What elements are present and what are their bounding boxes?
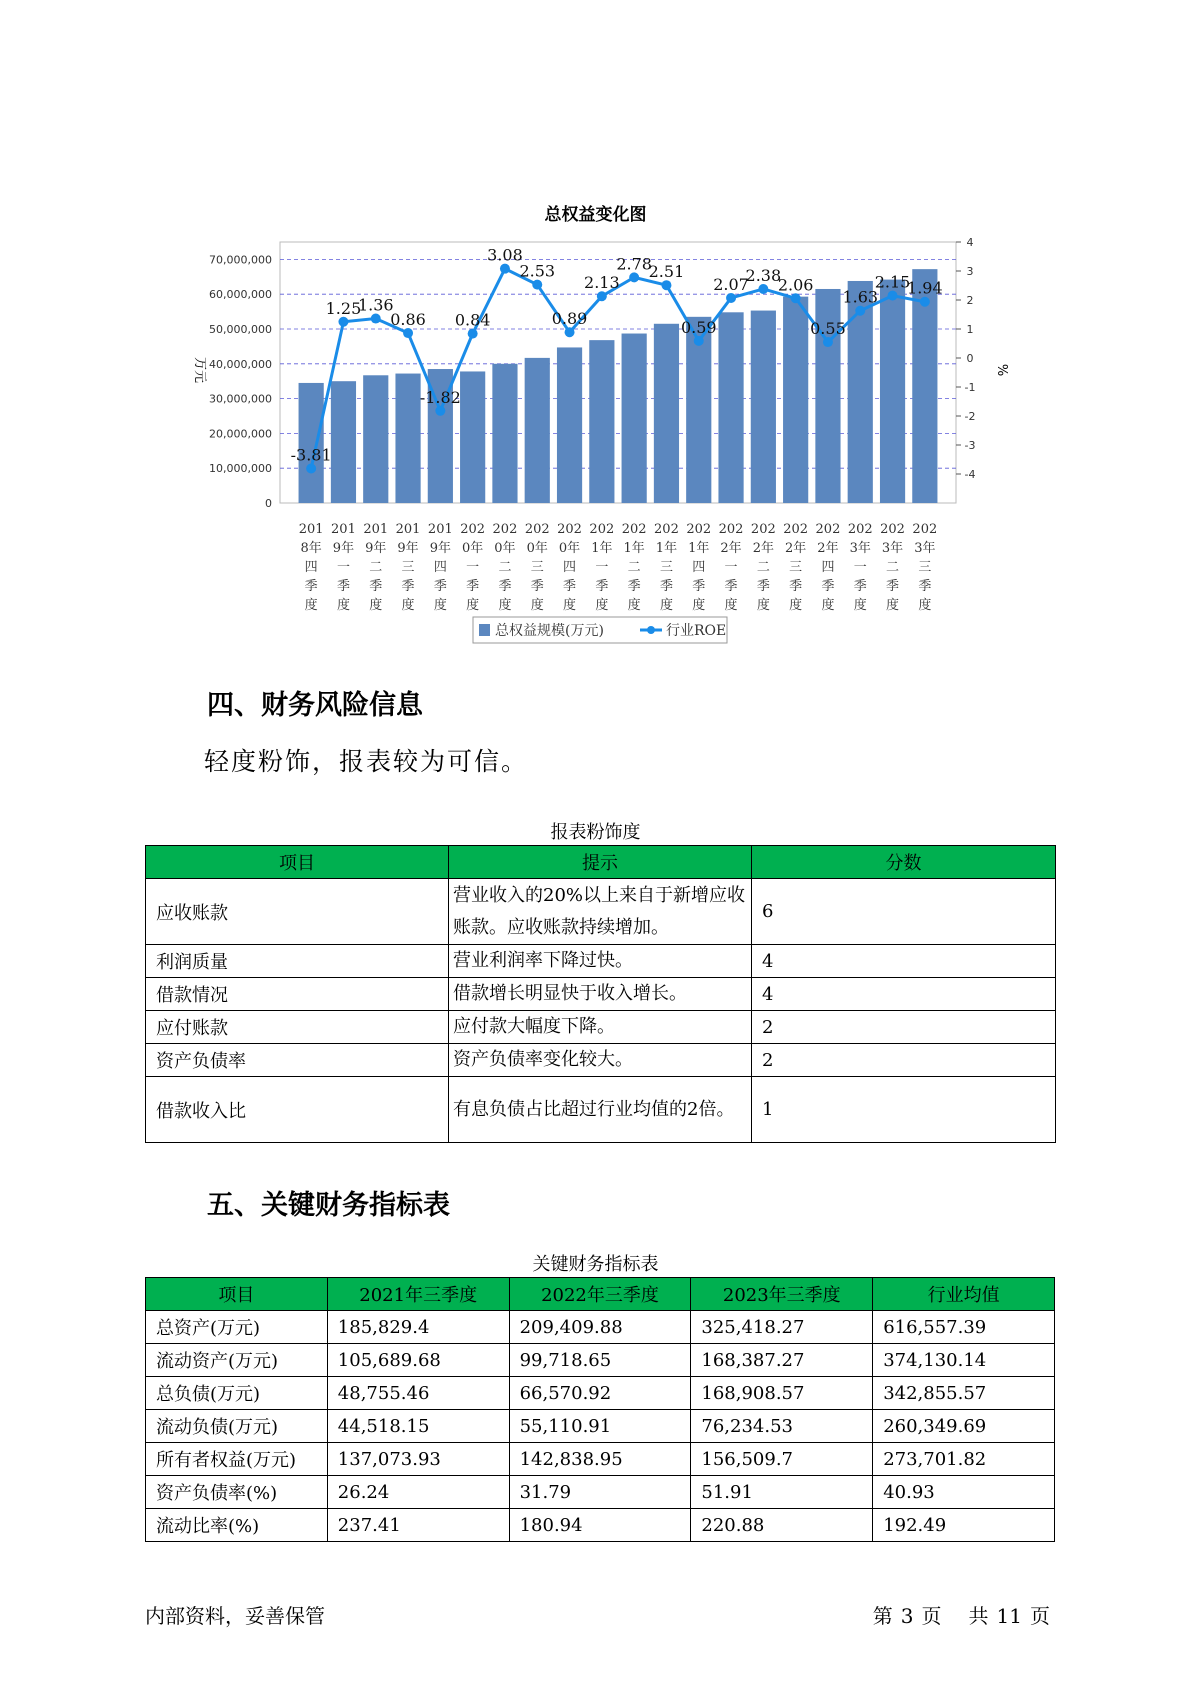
bar [492, 364, 517, 503]
x-tick-label: 三 [918, 560, 932, 575]
x-tick-label: 一 [724, 560, 738, 575]
cell: 168,387.27 [691, 1344, 873, 1377]
x-tick-label: 202 [718, 522, 744, 537]
total-prefix: 共 [968, 1604, 989, 1628]
x-tick-label: 三 [789, 560, 803, 575]
roe-point [823, 337, 833, 347]
cell: 374,130.14 [873, 1344, 1055, 1377]
x-tick-label: 季 [724, 579, 738, 594]
x-tick-label: 季 [692, 579, 706, 594]
table-row [146, 1077, 1056, 1143]
cell: 总资产(万元) [146, 1311, 328, 1344]
bar [557, 347, 582, 503]
cell: 资产负债率(%) [146, 1476, 328, 1509]
x-tick-label: 1年 [688, 541, 710, 556]
y-left-tick-label: 0 [265, 497, 272, 510]
x-tick-label: 一 [595, 560, 609, 575]
x-tick-label: 二 [627, 560, 641, 575]
x-tick-label: 1年 [655, 541, 678, 556]
x-tick-label: 季 [756, 579, 770, 594]
x-tick-label: 季 [659, 579, 673, 594]
table-row [146, 1443, 1055, 1476]
x-tick-label: 201 [363, 522, 389, 537]
x-tick-label: 度 [789, 598, 803, 613]
row-hint: 营业利润率下降过快。 [449, 945, 752, 978]
x-tick-label: 202 [750, 522, 776, 537]
roe-data-label: 2.13 [584, 273, 620, 293]
bar [299, 383, 324, 503]
x-tick-label: 季 [498, 579, 512, 594]
x-tick-label: 度 [756, 598, 770, 613]
x-tick-label: 四 [692, 560, 706, 575]
chart-title: 总权益变化图 [544, 205, 647, 225]
page-suffix: 页 [921, 1604, 942, 1628]
risk-summary: 轻度粉饰，报表较为可信。 [204, 747, 529, 776]
table-row [146, 1011, 1056, 1044]
x-tick-label: 四 [563, 560, 577, 575]
roe-data-label: 2.06 [777, 275, 814, 295]
y-right-tick-label: -4 [964, 468, 976, 481]
roe-point [629, 272, 639, 282]
x-tick-label: 202 [880, 522, 905, 537]
x-tick-label: 度 [498, 598, 512, 613]
row-score: 6 [752, 879, 1056, 945]
x-tick-label: 度 [627, 598, 641, 613]
x-tick-label: 9年 [397, 541, 419, 556]
x-tick-label: 202 [847, 522, 873, 537]
x-tick-label: 度 [724, 598, 738, 613]
x-tick-label: 二 [886, 560, 900, 575]
roe-point [371, 314, 381, 324]
kpi-table-caption: 关键财务指标表 [532, 1254, 659, 1275]
x-tick-label: 202 [686, 522, 712, 537]
roe-data-label: 2.38 [745, 265, 782, 285]
row-hint: 资产负债率变化较大。 [449, 1044, 752, 1077]
x-tick-label: 度 [530, 598, 544, 613]
roe-data-label: 2.15 [874, 272, 911, 292]
roe-data-label: 0.89 [551, 309, 588, 329]
legend-line-marker [647, 626, 655, 634]
y-right-tick-label: 4 [966, 236, 974, 249]
y-left-tick-label: 70,000,000 [209, 253, 272, 267]
row-item: 借款情况 [146, 978, 449, 1011]
x-tick-label: 1年 [623, 541, 645, 556]
legend-bar-swatch [479, 624, 490, 636]
footer-page-number [869, 1600, 1054, 1629]
x-tick-label: 季 [530, 579, 544, 594]
x-tick-label: 2年 [720, 541, 742, 556]
roe-point [500, 264, 510, 274]
cell: 31.79 [509, 1476, 691, 1509]
row-score: 4 [752, 978, 1056, 1011]
y-right-tick-label: 1 [966, 323, 974, 336]
x-tick-label: 0年 [558, 541, 581, 556]
x-tick-label: 二 [369, 560, 383, 575]
x-tick-label: 季 [886, 579, 900, 594]
header-hint: 提示 [449, 846, 752, 879]
header-item: 项目 [146, 1278, 328, 1311]
table-row [146, 978, 1056, 1011]
roe-point [855, 306, 865, 316]
x-tick-label: 季 [433, 579, 447, 594]
x-tick-label: 202 [492, 522, 518, 537]
cell: 616,557.39 [873, 1311, 1055, 1344]
roe-data-label: 2.78 [616, 254, 652, 274]
roe-point [694, 336, 704, 346]
roe-data-label: 3.08 [487, 245, 523, 265]
roe-data-label: 1.94 [907, 278, 943, 298]
y-left-axis-title: 万元 [192, 356, 207, 384]
x-tick-label: 度 [659, 598, 673, 613]
roe-data-label: 0.84 [454, 310, 491, 330]
x-tick-label: 8年 [300, 541, 322, 556]
x-tick-label: 一 [853, 560, 867, 575]
x-tick-label: 季 [918, 579, 932, 594]
bar [363, 375, 388, 503]
y-right-tick-label: 2 [966, 294, 974, 307]
bar [751, 311, 776, 503]
row-hint: 有息负债占比超过行业均值的2倍。 [449, 1077, 752, 1143]
row-item: 资产负债率 [146, 1044, 449, 1077]
x-tick-label: 3年 [914, 541, 936, 556]
x-tick-label: 三 [401, 560, 415, 575]
section4-heading: 四、财务风险信息 [207, 690, 423, 721]
bar [460, 371, 485, 503]
x-tick-label: 度 [336, 598, 350, 613]
x-tick-label: 202 [815, 522, 841, 537]
cell: 180.94 [509, 1509, 691, 1542]
roe-data-label: 1.63 [842, 287, 879, 307]
cell: 66,570.92 [509, 1377, 691, 1410]
roe-data-label: 1.36 [357, 295, 394, 315]
x-tick-label: 9年 [365, 541, 387, 556]
cell: 168,908.57 [691, 1377, 873, 1410]
risk-table-caption: 报表粉饰度 [550, 822, 641, 843]
x-tick-label: 四 [821, 560, 835, 575]
x-tick-label: 季 [853, 579, 867, 594]
x-tick-label: 度 [401, 598, 415, 613]
x-tick-label: 3年 [849, 541, 871, 556]
y-right-tick-label: -1 [964, 381, 976, 394]
roe-point [597, 291, 607, 301]
table-row [146, 1509, 1055, 1542]
bar [331, 381, 356, 503]
roe-point [435, 406, 445, 416]
cell: 流动比率(%) [146, 1509, 328, 1542]
footer-confidential: 内部资料，妥善保管 [145, 1604, 325, 1628]
x-tick-label: 季 [304, 579, 318, 594]
x-tick-label: 1年 [591, 541, 613, 556]
row-score: 1 [752, 1077, 1056, 1143]
row-item: 应付账款 [146, 1011, 449, 1044]
y-left-tick-label: 30,000,000 [209, 392, 272, 406]
row-score: 2 [752, 1044, 1056, 1077]
cell: 342,855.57 [873, 1377, 1055, 1410]
x-tick-label: 202 [524, 522, 550, 537]
x-tick-label: 201 [427, 522, 453, 537]
row-item: 应收账款 [146, 879, 449, 945]
x-tick-label: 度 [595, 598, 609, 613]
x-tick-label: 度 [369, 598, 383, 613]
row-score: 2 [752, 1011, 1056, 1044]
risk-table [145, 845, 1056, 1143]
roe-data-label: -3.81 [290, 445, 332, 465]
x-tick-label: 三 [659, 560, 673, 575]
x-tick-label: 四 [433, 560, 447, 575]
y-left-tick-label: 40,000,000 [209, 357, 272, 371]
roe-point [791, 293, 801, 303]
cell: 273,701.82 [873, 1443, 1055, 1476]
bar [880, 280, 905, 503]
section5-heading: 五、关键财务指标表 [207, 1190, 450, 1221]
x-tick-label: 9年 [429, 541, 451, 556]
bar [622, 334, 647, 503]
table-row [146, 1344, 1055, 1377]
x-tick-label: 季 [336, 579, 350, 594]
x-tick-label: 季 [627, 579, 641, 594]
x-tick-label: 一 [336, 560, 350, 575]
x-tick-label: 季 [821, 579, 835, 594]
roe-data-label: 2.07 [713, 274, 749, 294]
x-tick-label: 度 [692, 598, 706, 613]
roe-data-label: 2.51 [648, 262, 685, 282]
x-tick-label: 季 [466, 579, 480, 594]
x-tick-label: 9年 [332, 541, 355, 556]
x-tick-label: 2年 [785, 541, 807, 556]
header-2021q3: 2021年三季度 [327, 1278, 509, 1311]
x-tick-label: 度 [563, 598, 577, 613]
bar [589, 340, 614, 503]
cell: 142,838.95 [509, 1443, 691, 1476]
row-item: 借款收入比 [146, 1077, 449, 1143]
y-left-tick-label: 10,000,000 [209, 462, 272, 476]
x-tick-label: 202 [557, 522, 582, 537]
bar [783, 297, 808, 503]
y-left-tick-label: 20,000,000 [209, 427, 272, 441]
x-tick-label: 四 [304, 560, 318, 575]
cell: 流动资产(万元) [146, 1344, 328, 1377]
cell: 44,518.15 [327, 1410, 509, 1443]
roe-point [661, 280, 671, 290]
legend-line-label: 行业ROE [666, 623, 727, 639]
roe-data-label: 0.59 [680, 317, 717, 337]
y-left-tick-label: 50,000,000 [209, 323, 272, 336]
cell: 105,689.68 [327, 1344, 509, 1377]
cell: 26.24 [327, 1476, 509, 1509]
roe-data-label: 1.25 [325, 298, 362, 318]
table-row [146, 879, 1056, 945]
cell: 156,509.7 [691, 1443, 873, 1476]
row-hint: 应付款大幅度下降。 [449, 1011, 752, 1044]
total-pages: 11 [996, 1604, 1022, 1628]
roe-point [888, 291, 898, 301]
x-tick-label: 二 [756, 560, 770, 575]
table-row [146, 1410, 1055, 1443]
roe-point [920, 297, 930, 307]
x-tick-label: 201 [298, 522, 324, 537]
y-right-tick-label: 0 [966, 352, 974, 365]
legend-bar-label: 总权益规模(万元) [495, 623, 604, 639]
x-tick-label: 度 [886, 598, 900, 613]
cell: 99,718.65 [509, 1344, 691, 1377]
cell: 51.91 [691, 1476, 873, 1509]
roe-point [758, 284, 768, 294]
x-tick-label: 季 [563, 579, 577, 594]
cell: 所有者权益(万元) [146, 1443, 328, 1476]
roe-data-label: 0.55 [810, 319, 846, 339]
x-tick-label: 202 [589, 522, 615, 537]
page-number: 3 [900, 1604, 914, 1628]
cell: 76,234.53 [691, 1410, 873, 1443]
row-hint: 借款增长明显快于收入增长。 [449, 978, 752, 1011]
table-row [146, 1044, 1056, 1077]
header-item: 项目 [146, 846, 449, 879]
x-tick-label: 度 [918, 598, 932, 613]
cell: 137,073.93 [327, 1443, 509, 1476]
header-score: 分数 [752, 846, 1056, 879]
bar [525, 358, 550, 503]
header-industry-average: 行业均值 [873, 1278, 1055, 1311]
equity-chart [0, 0, 1191, 660]
x-tick-label: 0年 [462, 541, 484, 556]
x-tick-label: 202 [654, 522, 679, 537]
y-right-tick-label: -2 [964, 410, 976, 423]
x-tick-label: 0年 [494, 541, 516, 556]
bar [395, 374, 420, 503]
cell: 220.88 [691, 1509, 873, 1542]
cell: 325,418.27 [691, 1311, 873, 1344]
cell: 192.49 [873, 1509, 1055, 1542]
header-2023q3: 2023年三季度 [691, 1278, 873, 1311]
cell: 237.41 [327, 1509, 509, 1542]
cell: 55,110.91 [509, 1410, 691, 1443]
table-header-row [146, 1278, 1055, 1311]
x-tick-label: 2年 [817, 541, 839, 556]
roe-point [306, 463, 316, 473]
x-tick-label: 202 [783, 522, 809, 537]
table-row [146, 1476, 1055, 1509]
roe-point [403, 328, 413, 338]
x-tick-label: 季 [401, 579, 415, 594]
y-left-tick-label: 60,000,000 [209, 288, 272, 302]
bar [718, 312, 743, 503]
row-hint: 营业收入的20%以上来自于新增应收账款。应收账款持续增加。 [449, 879, 752, 945]
roe-data-label: 0.86 [390, 310, 426, 330]
table-row [146, 1377, 1055, 1410]
total-suffix: 页 [1030, 1604, 1050, 1628]
row-score: 4 [752, 945, 1056, 978]
x-tick-label: 度 [853, 598, 867, 613]
table-header-row [146, 846, 1056, 879]
roe-point [726, 293, 736, 303]
x-tick-label: 度 [304, 598, 318, 613]
x-tick-label: 202 [621, 522, 647, 537]
x-tick-label: 201 [331, 522, 356, 537]
x-tick-label: 201 [395, 522, 421, 537]
y-right-axis-title: % [994, 363, 1009, 377]
x-tick-label: 季 [369, 579, 383, 594]
kpi-table [145, 1277, 1055, 1542]
roe-point [338, 317, 348, 327]
header-2022q3: 2022年三季度 [509, 1278, 691, 1311]
x-tick-label: 202 [460, 522, 486, 537]
cell: 40.93 [873, 1476, 1055, 1509]
x-tick-label: 季 [595, 579, 609, 594]
x-tick-label: 2年 [752, 541, 774, 556]
x-tick-label: 0年 [526, 541, 548, 556]
x-tick-label: 一 [466, 560, 480, 575]
roe-point [565, 327, 575, 337]
x-tick-label: 202 [912, 522, 938, 537]
roe-data-label: 2.53 [519, 261, 556, 281]
cell: 总负债(万元) [146, 1377, 328, 1410]
bar [654, 324, 679, 503]
x-tick-label: 度 [466, 598, 480, 613]
cell: 260,349.69 [873, 1410, 1055, 1443]
x-tick-label: 二 [498, 560, 512, 575]
cell: 185,829.4 [327, 1311, 509, 1344]
cell: 48,755.46 [327, 1377, 509, 1410]
x-tick-label: 度 [821, 598, 835, 613]
x-tick-label: 度 [433, 598, 447, 613]
x-tick-label: 季 [789, 579, 803, 594]
cell: 209,409.88 [509, 1311, 691, 1344]
row-item: 利润质量 [146, 945, 449, 978]
table-row [146, 1311, 1055, 1344]
cell: 流动负债(万元) [146, 1410, 328, 1443]
y-right-tick-label: 3 [966, 265, 974, 278]
x-tick-label: 3年 [881, 541, 904, 556]
roe-point [532, 280, 542, 290]
page-prefix: 第 [872, 1604, 893, 1628]
roe-point [468, 329, 478, 339]
y-right-tick-label: -3 [964, 439, 976, 452]
roe-data-label: -1.82 [419, 387, 461, 407]
table-row [146, 945, 1056, 978]
x-tick-label: 三 [530, 560, 544, 575]
